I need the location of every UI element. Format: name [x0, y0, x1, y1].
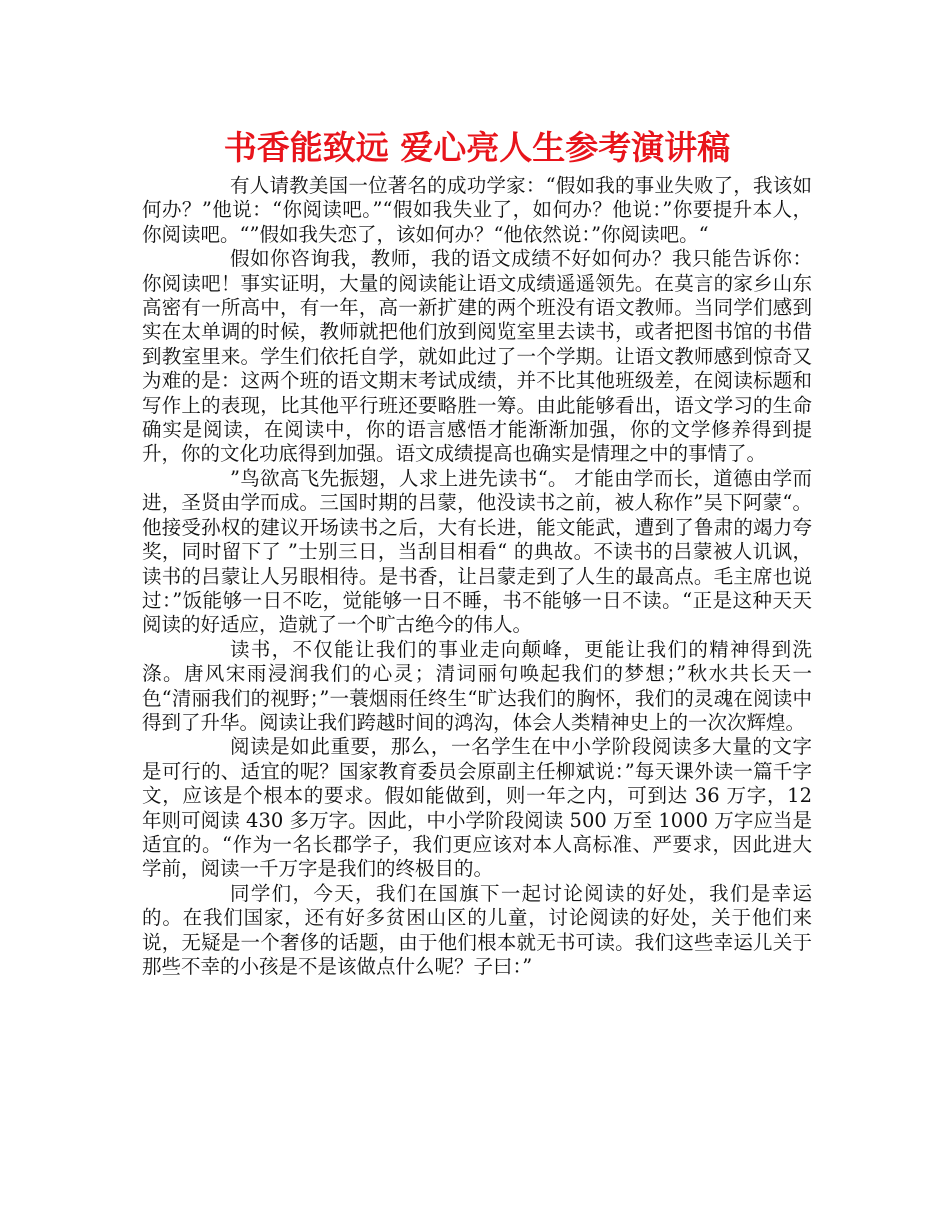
paragraph-4: 读书，不仅能让我们的事业走向颠峰，更能让我们的精神得到洗涤。唐风宋雨浸润我们的心灵；清词丽句唤起我们的梦想；”秋水共长天一色“清丽我们的视野；”一蓑烟雨任终生“旷达我们的胸怀，我们的灵魂在阅读中得到了升华。阅读让我们跨越时间的鸿沟，体会人类精神史上的一次次辉煌。: [142, 637, 812, 734]
document-title: 书香能致远 爱心亮人生参考演讲稿: [223, 128, 731, 167]
paragraph-1: 有人请教美国一位著名的成功学家：“假如我的事业失败了，我该如何办？”他说：“你阅读吧。”“假如我失业了，如何办？他说：”你要提升本人，你阅读吧。“”假如我失恋了，该如何办？“他依然说：”你阅读吧。“: [142, 174, 812, 246]
paragraph-6: 同学们，今天，我们在国旗下一起讨论阅读的好处，我们是幸运的。在我们国家，还有好多贫困山区的儿童，讨论阅读的好处，关于他们来说，无疑是一个奢侈的话题，由于他们根本就无书可读。我们这些幸运儿关于那些不幸的小孩是不是该做点什么呢？子曰：”: [142, 881, 812, 978]
paragraph-3: ”鸟欲高飞先振翅，人求上进先读书“。 才能由学而长，道德由学而进，圣贤由学而成。三国时期的吕蒙，他没读书之前，被人称作”吴下阿蒙“。他接受孙权的建议开场读书之后，大有长进，能文能武，遭到了鲁肃的竭力夸奖，同时留下了 ”士别三日，当刮目相看“ 的典故。不读书的吕蒙被人讥讽，读书的吕蒙让人另眼相待。是书香，让吕蒙走到了人生的最高点。毛主席也说过：”饭能够一日不吃，觉能够一日不睡，书不能够一日不读。“正是这种天天阅读的好适应，造就了一个旷古绝今的伟人。: [142, 466, 812, 637]
document-page: [142, 122, 812, 979]
paragraph-2: 假如你咨询我，教师，我的语文成绩不好如何办？我只能告诉你：你阅读吧！事实证明，大量的阅读能让语文成绩遥遥领先。在莫言的家乡山东高密有一所高中，有一年，高一新扩建的两个班没有语文教师。当同学们感到实在太单调的时候，教师就把他们放到阅览室里去读书，或者把图书馆的书借到教室里来。学生们依托自学，就如此过了一个学期。让语文教师感到惊奇又为难的是：这两个班的语文期末考试成绩，并不比其他班级差，在阅读标题和写作上的表现，比其他平行班还要略胜一筹。由此能够看出，语文学习的生命确实是阅读，在阅读中，你的语言感悟才能渐渐加强，你的文学修养得到提升，你的文化功底得到加强。语文成绩提高也确实是情理之中的事情了。: [142, 247, 812, 466]
paragraph-5: 阅读是如此重要，那么，一名学生在中小学阶段阅读多大量的文字是可行的、适宜的呢？国家教育委员会原副主任柳斌说：”每天课外读一篇千字文，应该是个根本的要求。假如能做到，则一年之内，可到达 36 万字，12 年则可阅读 430 多万字。因此，中小学阶段阅读 500 万至 1000 万字应当是适宜的。“作为一名长郡学子，我们更应该对本人高标准、严要求，因此进大学前，阅读一千万字是我们的终极目的。: [142, 735, 812, 881]
